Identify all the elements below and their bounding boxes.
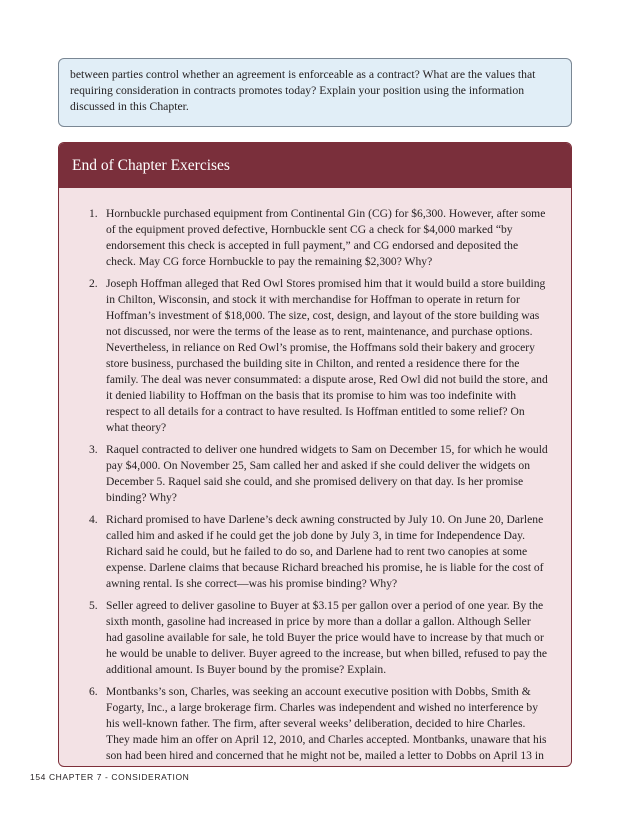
- exercise-text: Hornbuckle purchased equipment from Continental Gin (CG) for $6,300. However, after some of the equipment proved defective, Hornbuckle sent CG a check for $4,000 marked “by endorsement this check is accepted in full payment,” and CG endorsed and deposited the check. May CG force Hornbuckle to pay the remaining $2,300? Why?: [106, 207, 546, 268]
- exercise-number: 2.: [89, 277, 98, 290]
- exercise-item: [59, 206, 549, 270]
- exercise-number: 1.: [89, 207, 98, 220]
- exercise-number: 5.: [89, 599, 98, 612]
- end-of-chapter-exercises-box: [58, 142, 572, 767]
- exercise-item: [59, 684, 549, 767]
- exercise-number: 4.: [89, 513, 98, 526]
- exercises-list: [59, 188, 571, 767]
- exercise-item: [59, 598, 549, 678]
- discussion-question-box: [58, 58, 572, 127]
- exercise-item: [59, 442, 549, 506]
- page-footer: 154 CHAPTER 7 - CONSIDERATION: [30, 772, 190, 782]
- exercise-text: Joseph Hoffman alleged that Red Owl Stores promised him that it would build a store building in Chilton, Wisconsin, and stock it with merchandise for Hoffman to operate in return for Hoffman’s investment of $18,000. The size, cost, design, and layout of the store building was not discussed, nor were the terms of the lease as to rent, maintenance, and purchase options. Nevertheless, in reliance on Red Owl’s promise, the Hoffmans sold their bakery and grocery store business, purchased the building site in Chilton, and rented a residence there for the family. The deal was never consummated: a dispute arose, Red Owl did not build the store, and it denied liability to Hoffman on the basis that its promise to him was too indefinite with respect to all details for a contract to have resulted. Is Hoffman entitled to some relief? On what theory?: [106, 277, 548, 434]
- exercise-item: [59, 512, 549, 592]
- exercise-text: Seller agreed to deliver gasoline to Buyer at $3.15 per gallon over a period of one year. By the sixth month, gasoline had increased in price by more than a dollar a gallon. Although Seller had gasoline available for sale, he told Buyer the price would have to increase by that much or he would be unable to deliver. Buyer agreed to the increase, but when billed, refused to pay the additional amount. Is Buyer bound by the promise? Explain.: [106, 599, 548, 676]
- exercise-text: Richard promised to have Darlene’s deck awning constructed by July 10. On June 20, Darlene called him and asked if he could get the job done by July 3, in time for Independence Day. Richard said he could, but he failed to do so, and Darlene had to rent two canopies at some expense. Darlene claims that because Richard breached his promise, he is liable for the cost of awning rental. Is she correct—was his promise binding? Why?: [106, 513, 544, 590]
- exercise-text: Raquel contracted to deliver one hundred widgets to Sam on December 15, for which he would pay $4,000. On November 25, Sam called her and asked if she could deliver the widgets on December 5. Raquel said she could, and she promised delivery on that day. Is her promise binding? Why?: [106, 443, 548, 504]
- discussion-question-text: between parties control whether an agreement is enforceable as a contract? What are the values that requiring consideration in contracts promotes today? Explain your position using the information discussed in this Chapter.: [70, 68, 536, 113]
- exercise-text: Montbanks’s son, Charles, was seeking an account executive position with Dobbs, Smith & Fogarty, Inc., a large brokerage firm. Charles was independent and wished no interference by his well-known father. The firm, after several weeks’ deliberation, decided to hire Charles. They made him an offer on April 12, 2010, and Charles accepted. Montbanks, unaware that his son had been hired and concerned that he might not be, mailed a letter to Dobbs on April 13 in: [106, 685, 547, 762]
- exercises-title: End of Chapter Exercises: [59, 143, 571, 188]
- exercise-number: 3.: [89, 443, 98, 456]
- exercise-number: 6.: [89, 685, 98, 698]
- exercise-item: [59, 276, 549, 436]
